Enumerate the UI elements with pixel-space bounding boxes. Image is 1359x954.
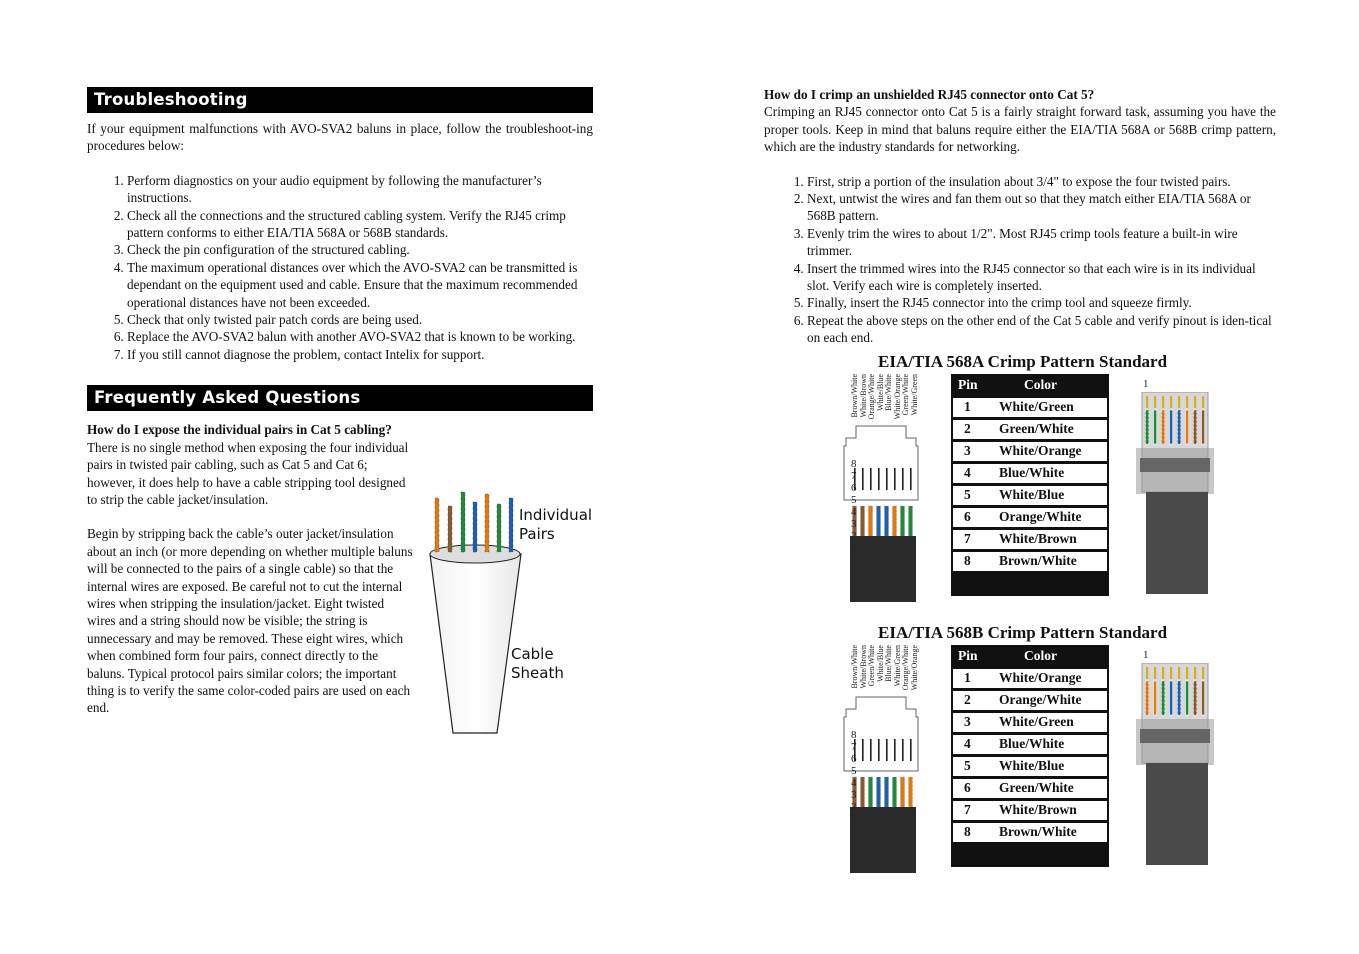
pin-numbers-left: 8 7 6 5 4 3 2 1	[851, 729, 857, 825]
wire-color: Green/White	[999, 421, 1074, 436]
table-row	[953, 464, 1107, 483]
wire-color: Brown/White	[999, 824, 1077, 839]
pin-contact	[902, 468, 904, 490]
gold-contact	[1202, 667, 1204, 679]
gold-contact	[1186, 667, 1188, 679]
conductor-wire	[893, 506, 897, 536]
gold-contact	[1186, 396, 1188, 408]
table-row	[953, 801, 1107, 820]
wire-color: Orange/White	[999, 509, 1082, 524]
individual-pair-wires	[435, 492, 513, 552]
table-row	[953, 486, 1107, 505]
figure-label-individual-pairs: Individual Pairs	[519, 506, 593, 543]
table-row	[953, 442, 1107, 461]
pin-contact	[862, 468, 864, 490]
list-item: 3. Check the pin configuration of the structured cabling.	[127, 241, 593, 258]
pin-number: 6	[964, 780, 971, 795]
conductor-wire	[1146, 681, 1149, 715]
header-pin: Pin	[958, 377, 978, 392]
pin-contact	[862, 739, 864, 761]
pin-number: 4	[964, 736, 971, 751]
pair-wire	[473, 502, 477, 552]
gold-contact	[1162, 667, 1164, 679]
pair-wire	[509, 498, 513, 552]
wire-color: White/Brown	[999, 802, 1077, 817]
table-header	[951, 374, 1109, 396]
crimp-568a-title: EIA/TIA 568A Crimp Pattern Standard	[878, 352, 1168, 371]
conductor-wire	[877, 777, 881, 807]
faq-answer-crimp-intro: Crimping an RJ45 connector onto Cat 5 is a fairly straight forward task, assuming you have the proper tools. Keep in mind that baluns require either the EIA/TIA 568A or 568B crimp pattern, which are the industry standards for networking.	[764, 104, 1276, 155]
table-row	[953, 420, 1107, 439]
wire-label: Brown/White	[850, 374, 859, 418]
wire-label: Blue/White	[884, 645, 893, 682]
table-row	[953, 757, 1107, 776]
table-row	[953, 508, 1107, 527]
wire-label: Orange/White	[867, 374, 876, 420]
cable-jacket	[850, 536, 916, 602]
pin-number: 1	[964, 670, 971, 685]
table-row	[953, 735, 1107, 754]
pin-contact	[870, 739, 872, 761]
gold-contact	[1202, 396, 1204, 408]
list-item: 2. Next, untwist the wires and fan them out so that they match either EIA/TIA 568A or 568B pattern.	[807, 190, 1276, 225]
table-header	[951, 645, 1109, 667]
rj45-connector-top-view	[1136, 663, 1216, 868]
header-pin: Pin	[958, 648, 978, 663]
pin-contact	[902, 739, 904, 761]
gold-contact	[1178, 667, 1180, 679]
wire-color: White/Orange	[999, 443, 1082, 458]
pin-number: 8	[964, 824, 971, 839]
wire-color: Brown/White	[999, 553, 1077, 568]
troubleshooting-intro: If your equipment malfunctions with AVO-SVA2 baluns in place, follow the troubleshoot-ing procedures below:	[87, 121, 593, 154]
conductor-wire	[861, 777, 865, 807]
gold-contact	[1154, 667, 1156, 679]
gold-contact	[1146, 396, 1148, 408]
pin-number: 1	[964, 399, 971, 414]
conductor-wire	[869, 506, 873, 536]
list-item: 3. Evenly trim the wires to about 1/2". Most RJ45 crimp tools feature a built-in wire trimmer.	[807, 225, 1276, 260]
list-item: 1. Perform diagnostics on your audio equipment by following the manufacturer’s instructions.	[127, 172, 593, 207]
list-item: 6. Repeat the above steps on the other end of the Cat 5 cable and verify pinout is iden-tical on each end.	[807, 312, 1276, 347]
conductor-wire	[901, 777, 905, 807]
conductor-wire	[1162, 681, 1165, 715]
header-color: Color	[1024, 377, 1057, 392]
conductor-wire	[909, 506, 913, 536]
pair-wire	[461, 492, 465, 552]
gold-contact	[1146, 667, 1148, 679]
pin-contact	[894, 739, 896, 761]
conductor-wire	[885, 777, 889, 807]
cable-jacket	[1146, 492, 1208, 594]
wire-label: Green/White	[867, 645, 876, 687]
pin-numbers-right: 1	[1143, 649, 1149, 661]
pin-number: 3	[964, 443, 971, 458]
wire-label: White/Blue	[875, 374, 885, 411]
troubleshooting-heading: Troubleshooting	[87, 87, 593, 113]
table-row	[953, 669, 1107, 688]
figure-label-cable-sheath: Cable Sheath	[511, 645, 564, 682]
conductor-wire	[1186, 681, 1189, 715]
conductor-wire	[1194, 681, 1197, 715]
wire-label: White/Brown	[858, 374, 868, 418]
conductor-wire	[1154, 410, 1157, 444]
conductor-wire	[909, 777, 913, 807]
cable-jacket	[1146, 763, 1208, 865]
faq-answer-pairs-p2: Begin by stripping back the cable’s outer jacket/insulation about an inch (or more depending on whether multiple baluns will be connected to the pairs of a single cable) so that the internal wires are exposed. Be careful not to cut the internal wires when stripping the insulation/jacket. Eight twisted wires and a string should now be visible; the string is unnecessary and may be removed. These eight wires, which when combined form four pairs, connect directly to the baluns. Typical protocol pairs similar colors; the important thing is to verify the same color-coded pairs are used on each end.	[87, 526, 413, 716]
list-item: 6. Replace the AVO-SVA2 balun with another AVO-SVA2 that is known to be working.	[127, 328, 593, 345]
wire-label: Orange/White	[901, 645, 910, 691]
list-item: 7. If you still cannot diagnose the problem, contact Intelix for support.	[127, 346, 593, 363]
wire-color: Blue/White	[999, 465, 1065, 480]
table-row	[953, 398, 1107, 417]
wire-color: White/Blue	[999, 758, 1065, 773]
list-item: 1. First, strip a portion of the insulation about 3/4" to expose the four twisted pairs.	[807, 173, 1276, 190]
pin-number: 5	[964, 487, 971, 502]
table-row	[953, 691, 1107, 710]
list-item: 5. Finally, insert the RJ45 connector into the crimp tool and squeeze firmly.	[807, 294, 1276, 311]
list-item: 4. Insert the trimmed wires into the RJ45 connector so that each wire is in its individual slot. Verify each wire is completely inserted.	[807, 260, 1276, 295]
gold-contact	[1194, 396, 1196, 408]
rj45-connector-top-view	[1136, 392, 1216, 597]
wire-color: White/Brown	[999, 531, 1077, 546]
conductor-wire	[1202, 681, 1205, 715]
pin-contact	[886, 739, 888, 761]
conductor-wire	[1146, 410, 1149, 444]
wire-label: Brown/White	[850, 645, 859, 689]
troubleshooting-steps	[87, 172, 593, 363]
wire-label: White/Brown	[858, 645, 868, 689]
table-row	[953, 779, 1107, 798]
pin-number: 3	[964, 714, 971, 729]
pin-number: 8	[964, 553, 971, 568]
conductor-wire	[1162, 410, 1165, 444]
pin-contact	[878, 468, 880, 490]
pin-number: 5	[964, 758, 971, 773]
conductor-wire	[1170, 410, 1173, 444]
pin-contact	[870, 468, 872, 490]
pin-contact	[886, 468, 888, 490]
conductor-wire	[893, 777, 897, 807]
conductor-wire	[877, 506, 881, 536]
faq-answer-pairs	[87, 439, 413, 717]
crimp-steps	[764, 173, 1276, 347]
crimp-568b-title: EIA/TIA 568B Crimp Pattern Standard	[878, 623, 1168, 642]
pair-wire	[497, 504, 501, 552]
list-item: 4. The maximum operational distances over which the AVO-SVA2 can be transmitted is dependant on the equipment used and cable. Ensure that the maximum recommended operational distances have not been exceeded.	[127, 259, 593, 311]
wire-color: White/Green	[999, 399, 1074, 414]
gold-contact	[1154, 396, 1156, 408]
conductor-wire	[861, 506, 865, 536]
gold-contact	[1162, 396, 1164, 408]
table-row	[953, 552, 1107, 571]
pin-number: 6	[964, 509, 971, 524]
list-item: 2. Check all the connections and the structured cabling system. Verify the RJ45 crimp pattern conforms to either EIA/TIA 568A or 568B standards.	[127, 207, 593, 242]
pin-numbers-left: 8 7 6 5 4 3 2 1	[851, 458, 857, 554]
crimp-band-shadow	[1140, 729, 1210, 743]
wire-color: Orange/White	[999, 692, 1082, 707]
wire-color: White/Orange	[999, 670, 1082, 685]
gold-contact	[1170, 667, 1172, 679]
gold-contact	[1178, 396, 1180, 408]
wire-label: White/Green	[909, 374, 919, 416]
pin-number: 2	[964, 421, 971, 436]
faq-answer-pairs-p1: There is no single method when exposing the four individual pairs in twisted pair cabling, such as Cat 5 and Cat 6; however, it does help to have a cable stripping tool designed to strip the cable jacket/insulation.	[87, 439, 409, 507]
wire-label: Green/White	[901, 374, 910, 416]
conductor-wire	[1194, 410, 1197, 444]
gold-contact	[1170, 396, 1172, 408]
wire-color: Green/White	[999, 780, 1074, 795]
pin-color-table	[951, 374, 1109, 596]
pin-contact	[910, 468, 912, 490]
cable-sheath-figure	[425, 488, 525, 738]
conductor-wire	[1178, 410, 1181, 444]
pin-contact	[894, 468, 896, 490]
wire-label: Blue/White	[884, 374, 893, 411]
table-row	[953, 713, 1107, 732]
pin-numbers-right: 1	[1143, 378, 1149, 390]
faq-question-crimp: How do I crimp an unshielded RJ45 connector onto Cat 5?	[764, 87, 1095, 102]
pin-contact	[910, 739, 912, 761]
right-column	[764, 86, 1276, 347]
wire-color: Blue/White	[999, 736, 1065, 751]
conductor-wire	[869, 777, 873, 807]
wire-color: White/Blue	[999, 487, 1065, 502]
wire-color: White/Green	[999, 714, 1074, 729]
pin-color-table	[951, 645, 1109, 867]
wire-label: White/Orange	[909, 645, 919, 691]
conductor-wire	[1186, 410, 1189, 444]
pin-number: 7	[964, 531, 971, 546]
wire-label: White/Green	[892, 645, 902, 687]
conductor-wire	[1170, 681, 1173, 715]
conductor-wire	[1202, 410, 1205, 444]
conductor-wire	[1178, 681, 1181, 715]
pin-number: 2	[964, 692, 971, 707]
pin-contact	[878, 739, 880, 761]
cable-jacket	[850, 807, 916, 873]
pair-wire	[435, 498, 439, 552]
pair-wire	[485, 494, 489, 552]
wire-label: White/Blue	[875, 645, 885, 682]
crimp-band-shadow	[1140, 458, 1210, 472]
pin-number: 4	[964, 465, 971, 480]
pair-wire	[448, 506, 452, 552]
faq-question-pairs: How do I expose the individual pairs in Cat 5 cabling?	[87, 422, 392, 438]
header-color: Color	[1024, 648, 1057, 663]
pin-number: 7	[964, 802, 971, 817]
list-item: 5. Check that only twisted pair patch cords are being used.	[127, 311, 593, 328]
conductor-wire	[1154, 681, 1157, 715]
gold-contact	[1194, 667, 1196, 679]
faq-heading: Frequently Asked Questions	[87, 385, 593, 411]
conductor-wire	[885, 506, 889, 536]
table-row	[953, 530, 1107, 549]
conductor-wire	[901, 506, 905, 536]
wire-label: White/Orange	[892, 374, 902, 420]
table-row	[953, 823, 1107, 842]
